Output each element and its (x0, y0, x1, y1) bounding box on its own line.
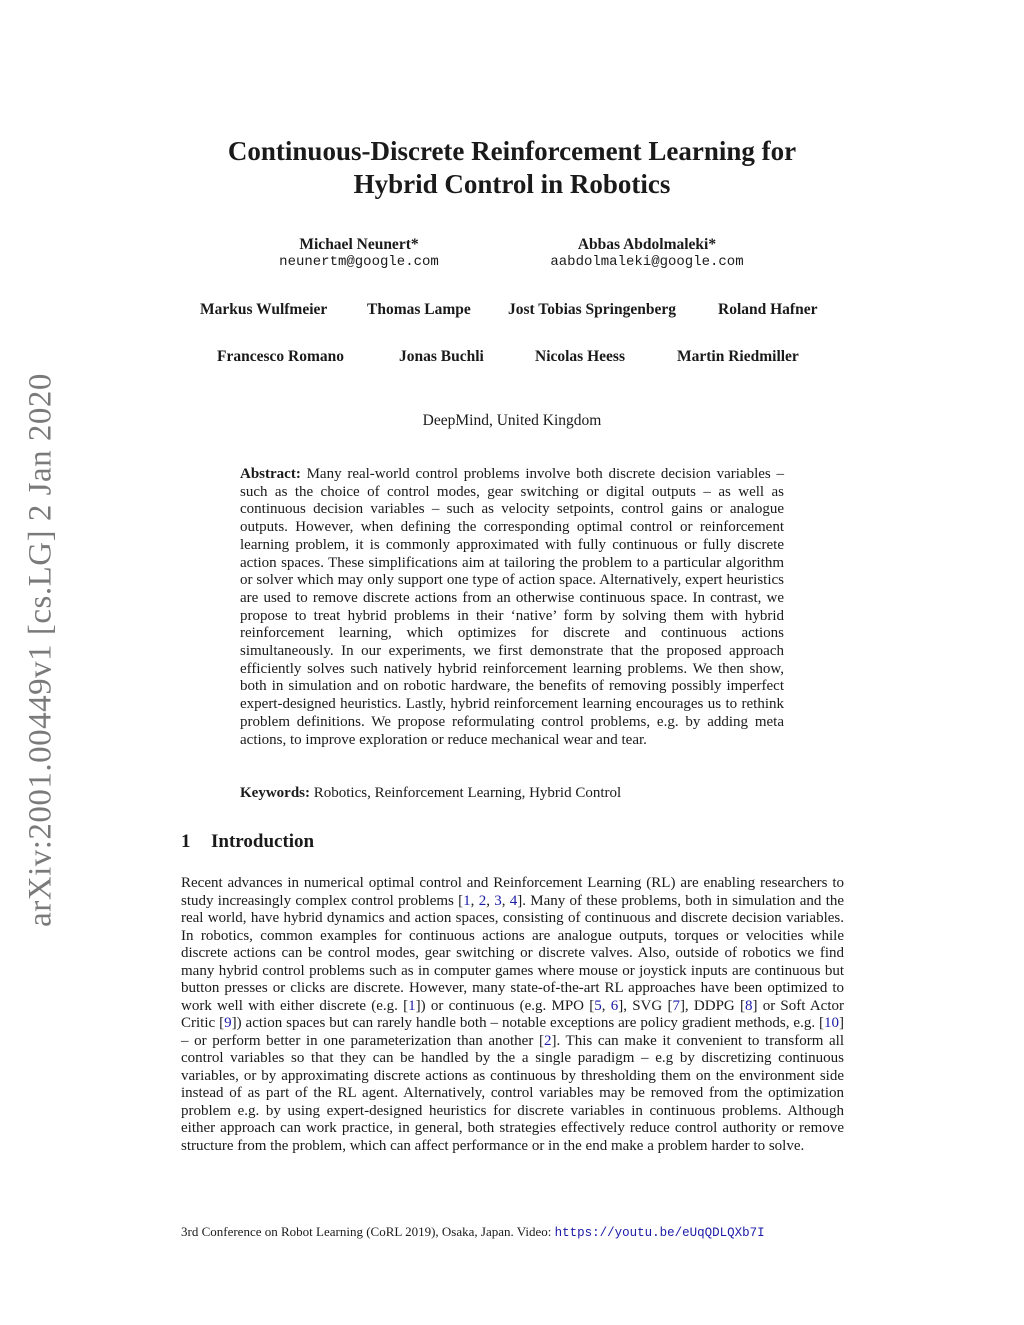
author-name: Roland Hafner (718, 301, 818, 318)
affiliation: DeepMind, United Kingdom (422, 412, 602, 429)
author-name: Jost Tobias Springenberg (508, 301, 676, 318)
citation-link[interactable]: 4 (509, 892, 518, 909)
author-name: Abbas Abdolmaleki* (577, 236, 717, 253)
citation-link[interactable]: 1 (408, 997, 416, 1014)
author-name: Thomas Lampe (367, 301, 471, 318)
citation-link[interactable]: 10 (824, 1015, 840, 1031)
intro-text: ]) action spaces but can rarely handle both – notable exceptions are policy gradient methods, e.g. [ (231, 1015, 825, 1031)
footnote (181, 1224, 765, 1240)
author-name: Michael Neunert* (299, 236, 419, 253)
citation-link[interactable]: 1 (463, 892, 471, 909)
intro-text: ], DDPG [ (679, 997, 745, 1014)
author-name: Martin Riedmiller (677, 348, 799, 365)
section-heading (181, 831, 314, 853)
intro-text: ] – or perform better in one parameterization than another [ (181, 1015, 845, 1049)
citation-link[interactable]: 2 (543, 1032, 552, 1049)
author-email[interactable]: neunertm@google.com (279, 254, 439, 270)
author-name: Jonas Buchli (399, 348, 484, 365)
keywords (240, 785, 800, 802)
keywords-text: Robotics, Reinforcement Learning, Hybrid Control (313, 785, 622, 801)
footnote-text: 3rd Conference on Robot Learning (CoRL 2019), Osaka, Japan. Video: (181, 1224, 555, 1239)
author-block-2 (527, 236, 767, 270)
author-block-1 (259, 236, 459, 270)
intro-text: ], SVG [ (618, 997, 673, 1014)
arxiv-identifier: arXiv:2001.00449v1 [cs.LG] 2 Jan 2020 (22, 373, 59, 927)
title-line-2: Hybrid Control in Robotics (353, 169, 671, 199)
intro-text: ]) or continuous (e.g. MPO [ (415, 997, 595, 1014)
citation-link[interactable]: 7 (672, 997, 680, 1014)
abstract-text: Many real-world control problems involve both discrete decision variables – such as the choice of control modes, gear switching or digital outputs – as well as continuous decision variables – such as velocity setpoints, control gains or analogue outputs. However, when defining the corresponding optimal control or reinforcement learning problem, it is commonly approximated with fully continuous or fully discrete action spaces. These simplifications aim at tailoring the problem to a particular algorithm or solver which may only support one type of action space. Alternatively, expert heuristics are used to remove discrete actions from an otherwise continuous space. In contrast, we propose to treat hybrid problems in their ‘native’ form by solving them with hybrid reinforcement learning, which optimizes for discrete and continuous actions simultaneously. In our experiments, we first demonstrate that the proposed approach efficiently solves such natively hybrid reinforcement learning problems. We then show, both in simulation and on robotic hardware, the benefits of removing possibly imperfect expert-designed heuristics. Lastly, hybrid reinforcement learning encourages us to rethink problem definitions. We propose reformulating control problems, e.g. by adding meta actions, to improve exploration or reduce mechanical wear and tear. (240, 466, 784, 748)
section-number: 1 (181, 831, 191, 852)
abstract (240, 466, 784, 749)
citation-link[interactable]: 9 (224, 1015, 232, 1031)
author-name: Markus Wulfmeier (200, 301, 328, 318)
keywords-label: Keywords: (240, 785, 310, 801)
intro-paragraph: Recent advances in numerical optimal control and Reinforcement Learning (RL) are enabling researchers to study increasingly complex control problems [1, 2, 3, 4]. Many of these problems, both in simulation and the real world, have hybrid dynamics and action spaces, consisting of continuous and discrete decision variables. In robotics, common examples for continuous actions are analogue outputs, torques or velocities while discrete actions can be control modes, gear switching or discrete valves. Also, outside of robotics we find many hybrid control problems such as in computer games where mouse or joystick inputs are continuous but button presses or clicks are discrete. However, many state-of-the-art RL approaches have been optimized to work well with either discrete (e.g. [1]) or continuous (e.g. MPO [5, 6], SVG [7], DDPG [8] or Soft Actor Critic [9]) action spaces but can rarely handle both – notable exceptions are policy gradient methods, e.g. [10] – or perform better in one parameterization than another [2]. This can make it convenient to transform all control variables so that they can be handled by the a single paradigm – e.g by discretizing continuous variables, or by approximating discrete actions as continuous by thresholding them on the environment side instead of as part of the RL agent. Alternatively, control variables may be removed from the optimization problem e.g. by using expert-designed heuristics for discrete variables in continuous problems. Although either approach can work practice, in general, both strategies effectively reduce control authority or remove structure from the problem, which can affect performance or in the end make a problem harder to solve. (181, 875, 845, 1154)
citation-link[interactable]: 3 (494, 892, 502, 909)
paper-title (150, 135, 874, 201)
intro-text: Recent advances in numerical optimal control and Reinforcement Learning (RL) are enabling researchers to study increasingly complex control problems [ (181, 875, 844, 909)
citation-link[interactable]: 6 (610, 997, 619, 1014)
video-link[interactable]: https://youtu.be/eUqQDLQXb7I (554, 1226, 765, 1240)
citation-link[interactable]: 5 (594, 997, 602, 1014)
intro-text: ]. This can make it convenient to transform all control variables so that they can be handled by the a single paradigm – e.g by discretizing continuous variables, or by approximating discrete actions as continuous by thresholding them on the environment side instead of as part of the RL agent. Alternatively, control variables may be removed from the optimization problem e.g. by using expert-designed heuristics for discrete variables in continuous problems. Although either approach can work practice, in general, both strategies effectively reduce control authority or remove structure from the problem, which can affect performance or in the end make a problem harder to solve. (181, 1032, 844, 1154)
abstract-label: Abstract: (240, 466, 301, 482)
intro-text: ]. Many of these problems, both in simulation and the real world, have hybrid dynamics and action spaces, consisting of continuous and discrete decision variables. In robotics, common examples for continuous actions are analogue outputs, torques or velocities while discrete actions can be control modes, gear switching or discrete valves. Also, outside of robotics we find many hybrid control problems such as in computer games where mouse or joystick inputs are continuous but button presses or clicks are discrete. However, many state-of-the-art RL approaches have been optimized to work well with either discrete (e.g. [ (181, 892, 845, 1014)
citation-link[interactable]: 8 (744, 997, 753, 1014)
author-email[interactable]: aabdolmaleki@google.com (550, 254, 744, 270)
author-name: Nicolas Heess (535, 348, 625, 365)
title-line-1: Continuous-Discrete Reinforcement Learning for (227, 136, 797, 166)
citation-link[interactable]: 2 (478, 892, 487, 909)
intro-text: ] or Soft Actor Critic [ (181, 997, 844, 1031)
section-title: Introduction (211, 831, 315, 852)
author-name: Francesco Romano (217, 348, 344, 365)
